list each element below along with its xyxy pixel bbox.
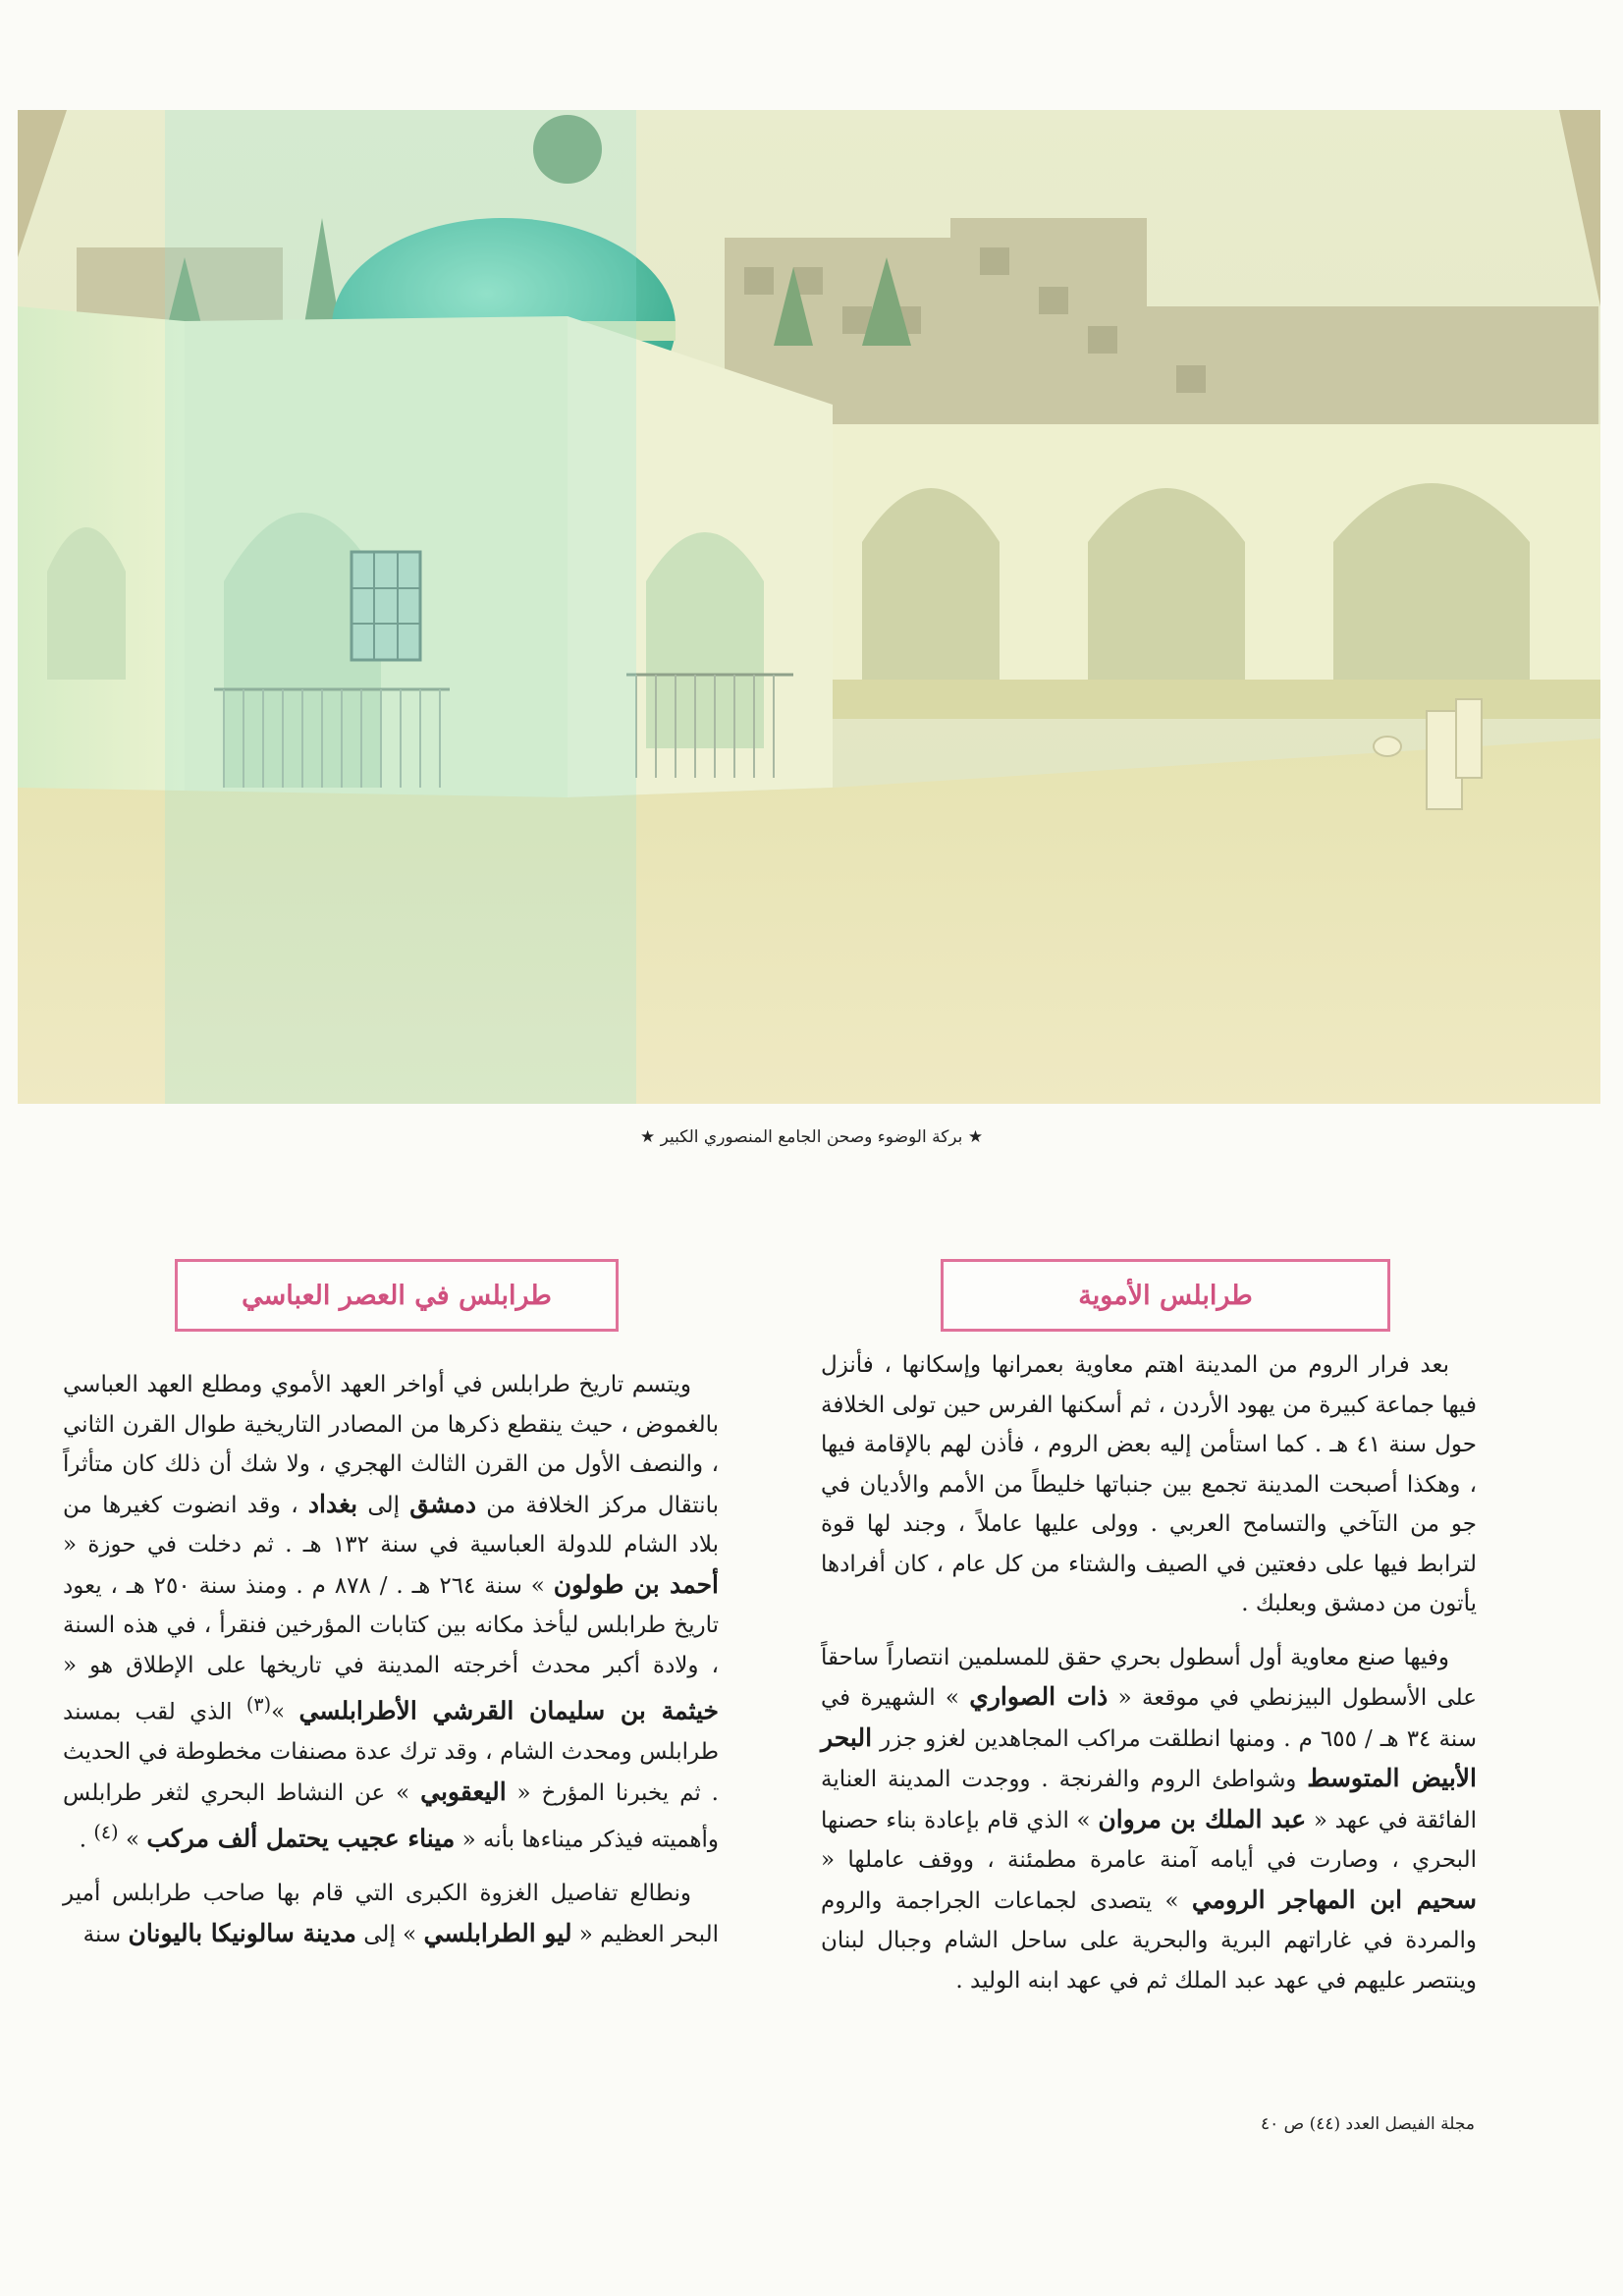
- paragraph: [63, 1874, 719, 1954]
- emphasized-term: اليعقوبي: [420, 1777, 507, 1806]
- page-footer: مجلة الفيصل العدد (٤٤) ص ٤٠: [1260, 2114, 1475, 2134]
- emphasized-term: عبد الملك بن مروان: [1098, 1804, 1307, 1833]
- text-run: .: [79, 1827, 94, 1853]
- paragraph: [821, 1345, 1477, 1624]
- text-run: » عن النشاط البحري لثغر طرابلس وأهميته فيذكر ميناءها بأنه «: [63, 1779, 719, 1853]
- mosque-courtyard-photo: [18, 110, 1600, 1104]
- paragraph: [821, 1638, 1477, 2001]
- emphasized-term: سحيم ابن المهاجر الرومي: [1191, 1885, 1477, 1914]
- text-run: إلى: [357, 1492, 410, 1518]
- text-run: ويتسم تاريخ طرابلس في أواخر العهد الأموي ومطلع العهد العباسي بالغموض ، حيث ينقطع ذكرها من المصادر التاريخية طوال القرن الثاني ، والنصف الأول من القرن الثالث الهجري ، ولا شك أن ذلك كان متأثراً بانتقال مركز الخلافة من: [63, 1372, 719, 1518]
- text-run: »: [118, 1827, 147, 1853]
- text-run: وفيها صنع معاوية أول أسطول بحري حقق للمسلمين انتصاراً ساحقاً على الأسطول البيزنطي في موقعة «: [821, 1644, 1477, 1711]
- text-run: » الذي قام بإعادة بناء حصنها البحري ، وصارت في أيامه آمنة عامرة مطمئنة ، ووقف عاملها «: [821, 1807, 1477, 1873]
- emphasized-term: دمشق: [409, 1489, 476, 1518]
- emphasized-term: بغداد: [307, 1489, 358, 1518]
- emphasized-term: خيثمة بن سليمان القرشي الأطرابلسي: [298, 1696, 719, 1725]
- text-run: سنة: [82, 1921, 129, 1947]
- section-title: طرابلس في العصر العباسي: [242, 1280, 552, 1311]
- column-umayyad: [821, 1345, 1477, 2000]
- photo-illustration: [18, 110, 1600, 1104]
- column-abbasid: [63, 1365, 719, 1954]
- text-run: »: [271, 1699, 299, 1725]
- emphasized-term: مدينة سالونيكا باليونان: [128, 1918, 356, 1947]
- section-heading-umayyad: [941, 1259, 1390, 1332]
- emphasized-term: أحمد بن طولون: [553, 1569, 719, 1599]
- emphasized-term: ليو الطرابلسي: [423, 1918, 572, 1947]
- text-run: بعد فرار الروم من المدينة اهتم معاوية بعمرانها وإسكانها ، فأنزل فيها جماعة كبيرة من يهود الأردن ، ثم أسكنها الفرس حين تولى الخلافة حول سنة ٤١ هـ . كما استأمن إليه بعض الروم ، فأذن لهم بالإقامة فيها ، وهكذا أصبحت المدينة تجمع بين جنباتها خليطاً من الأمم والأديان في جو من التآخي والتسامح العربي . وولى عليها عاملاً ، وجند لها قوة لترابط فيها على دفعتين في الصيف والشتاء من كل عام ، كان أفرادها يأتون من دمشق وبعلبك .: [821, 1352, 1477, 1616]
- text-run: » يتصدى لجماعات الجراجمة والروم والمردة في غاراتهم البرية والبحرية على ساحل الشام وجبال لبنان وينتصر عليهم في عهد عبد الملك ثم في عهد ابنه الوليد .: [821, 1887, 1477, 1994]
- text-run: ونطالع تفاصيل الغزوة الكبرى التي قام بها صاحب طرابلس أمير البحر العظيم «: [63, 1881, 719, 1947]
- text-run: » سنة ٢٦٤ هـ . / ٨٧٨ م . ومنذ سنة ٢٥٠ هـ ، يعود تاريخ طرابلس ليأخذ مكانه بين كتابات المؤرخين فنقرأ ، في هذه السنة ، ولادة أكبر محدث أخرجته المدينة في تاريخها على الإطلاق هو «: [63, 1572, 719, 1678]
- section-heading-abbasid: [175, 1259, 619, 1332]
- footnote-ref: (٣): [245, 1693, 272, 1716]
- section-title: طرابلس الأموية: [1078, 1280, 1253, 1311]
- photo-caption: ★ بركة الوضوء وصحن الجامع المنصوري الكبير ★: [639, 1127, 984, 1147]
- paragraph: [63, 1365, 719, 1860]
- emphasized-term: ذات الصواري: [969, 1682, 1109, 1711]
- text-run: وشواطئ الروم والفرنجة . ووجدت المدينة العناية الفائقة في عهد «: [821, 1767, 1478, 1833]
- text-run: الذي لقب بمسند طرابلس ومحدث الشام ، وقد ترك عدة مصنفات مخطوطة في الحديث . ثم يخبرنا المؤرخ «: [63, 1699, 719, 1806]
- text-run: » الشهيرة في سنة ٣٤ هـ / ٦٥٥ م . ومنها انطلقت مراكب المجاهدين لغزو جزر: [821, 1685, 1477, 1752]
- footnote-ref: (٤): [93, 1821, 119, 1844]
- emphasized-term: ميناء عجيب يحتمل ألف مركب: [146, 1824, 456, 1853]
- text-run: ، وقد انضوت كغيرها من بلاد الشام للدولة العباسية في سنة ١٣٢ هـ . ثم دخلت في حوزة «: [63, 1492, 720, 1558]
- text-run: » إلى: [355, 1921, 424, 1947]
- emphasized-term: البحر الأبيض المتوسط: [821, 1722, 1477, 1792]
